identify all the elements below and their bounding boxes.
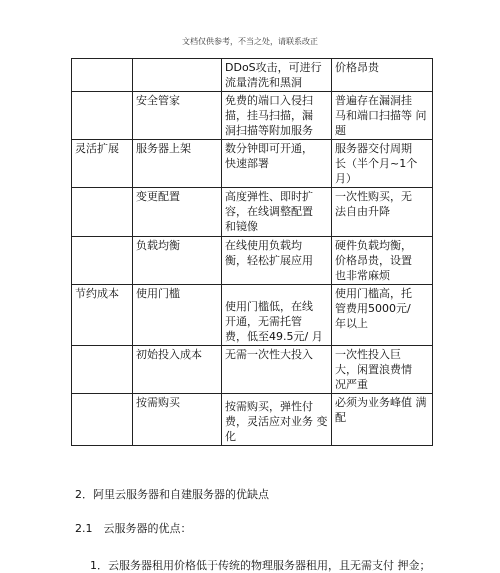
- self-built-cell: 价格昂贵: [332, 59, 433, 92]
- list-item: 1．云服务器租用价格低于传统的物理服务器租用，且无需支付 押金；: [90, 559, 431, 572]
- item-cell: 安全管家: [133, 92, 222, 140]
- item-cell: 按需购买: [133, 394, 222, 446]
- subsection-heading: 2.1 云服务器的优点：: [75, 522, 192, 535]
- item-cell: 初始投入成本: [133, 346, 222, 394]
- category-cell: [72, 59, 133, 92]
- table-row: [72, 59, 433, 92]
- self-built-cell: 普遍存在漏洞挂 马和端口扫描等 问题: [332, 92, 433, 140]
- cloud-cell: 免费的端口入侵扫 描，挂马扫描，漏 洞扫描等附加服务: [222, 92, 332, 140]
- item-cell: 使用门槛: [133, 285, 222, 346]
- comparison-table: [71, 58, 433, 446]
- item-cell: 变更配置: [133, 188, 222, 237]
- cloud-cell: 高度弹性、即时扩 容，在线调整配置 和镜像: [222, 188, 332, 237]
- cloud-cell: 在线使用负载均 衡，轻松扩展应用: [222, 237, 332, 285]
- item-cell: 负载均衡: [133, 237, 222, 285]
- category-cell: [72, 92, 133, 140]
- self-built-cell: 一次性购买，无 法自由升降: [332, 188, 433, 237]
- category-cell: [72, 394, 133, 446]
- self-built-cell: 硬件负载均衡， 价格昂贵，设置 也非常麻烦: [332, 237, 433, 285]
- table-row: [72, 188, 433, 237]
- table-row: [72, 92, 433, 140]
- item-cell: 服务器上架: [133, 140, 222, 188]
- cloud-cell: DDoS攻击，可进行 流量清洗和黑洞: [222, 59, 332, 92]
- table-row: [72, 346, 433, 394]
- table-row: [72, 140, 433, 188]
- category-cell: 节约成本: [72, 285, 133, 346]
- category-cell: 灵活扩展: [72, 140, 133, 188]
- self-built-cell: 一次性投入巨 大，闲置浪费情 况严重: [332, 346, 433, 394]
- header-note: 文档仅供参考，不当之处，请联系改正: [182, 37, 318, 46]
- self-built-cell: 服务器交付周期 长（半个月~1个 月）: [332, 140, 433, 188]
- self-built-cell: 使用门槛高，托 管费用5000元/ 年以上: [332, 285, 433, 346]
- cloud-cell: 按需购买，弹性付 费，灵活应对业务 变化: [222, 394, 332, 446]
- table-row: [72, 285, 433, 346]
- cloud-cell: 无需一次性大投入: [222, 346, 332, 394]
- table-row: [72, 394, 433, 446]
- self-built-cell: 必须为业务峰值 满配: [332, 394, 433, 446]
- category-cell: [72, 346, 133, 394]
- item-cell: [133, 59, 222, 92]
- cloud-cell: 使用门槛低，在线 开通，无需托管 费，低至49.5元/ 月: [222, 285, 332, 346]
- category-cell: [72, 188, 133, 237]
- section-heading: 2．阿里云服务器和自建服务器的优缺点: [75, 488, 269, 501]
- cloud-cell: 数分钟即可开通， 快速部署: [222, 140, 332, 188]
- table-row: [72, 237, 433, 285]
- category-cell: [72, 237, 133, 285]
